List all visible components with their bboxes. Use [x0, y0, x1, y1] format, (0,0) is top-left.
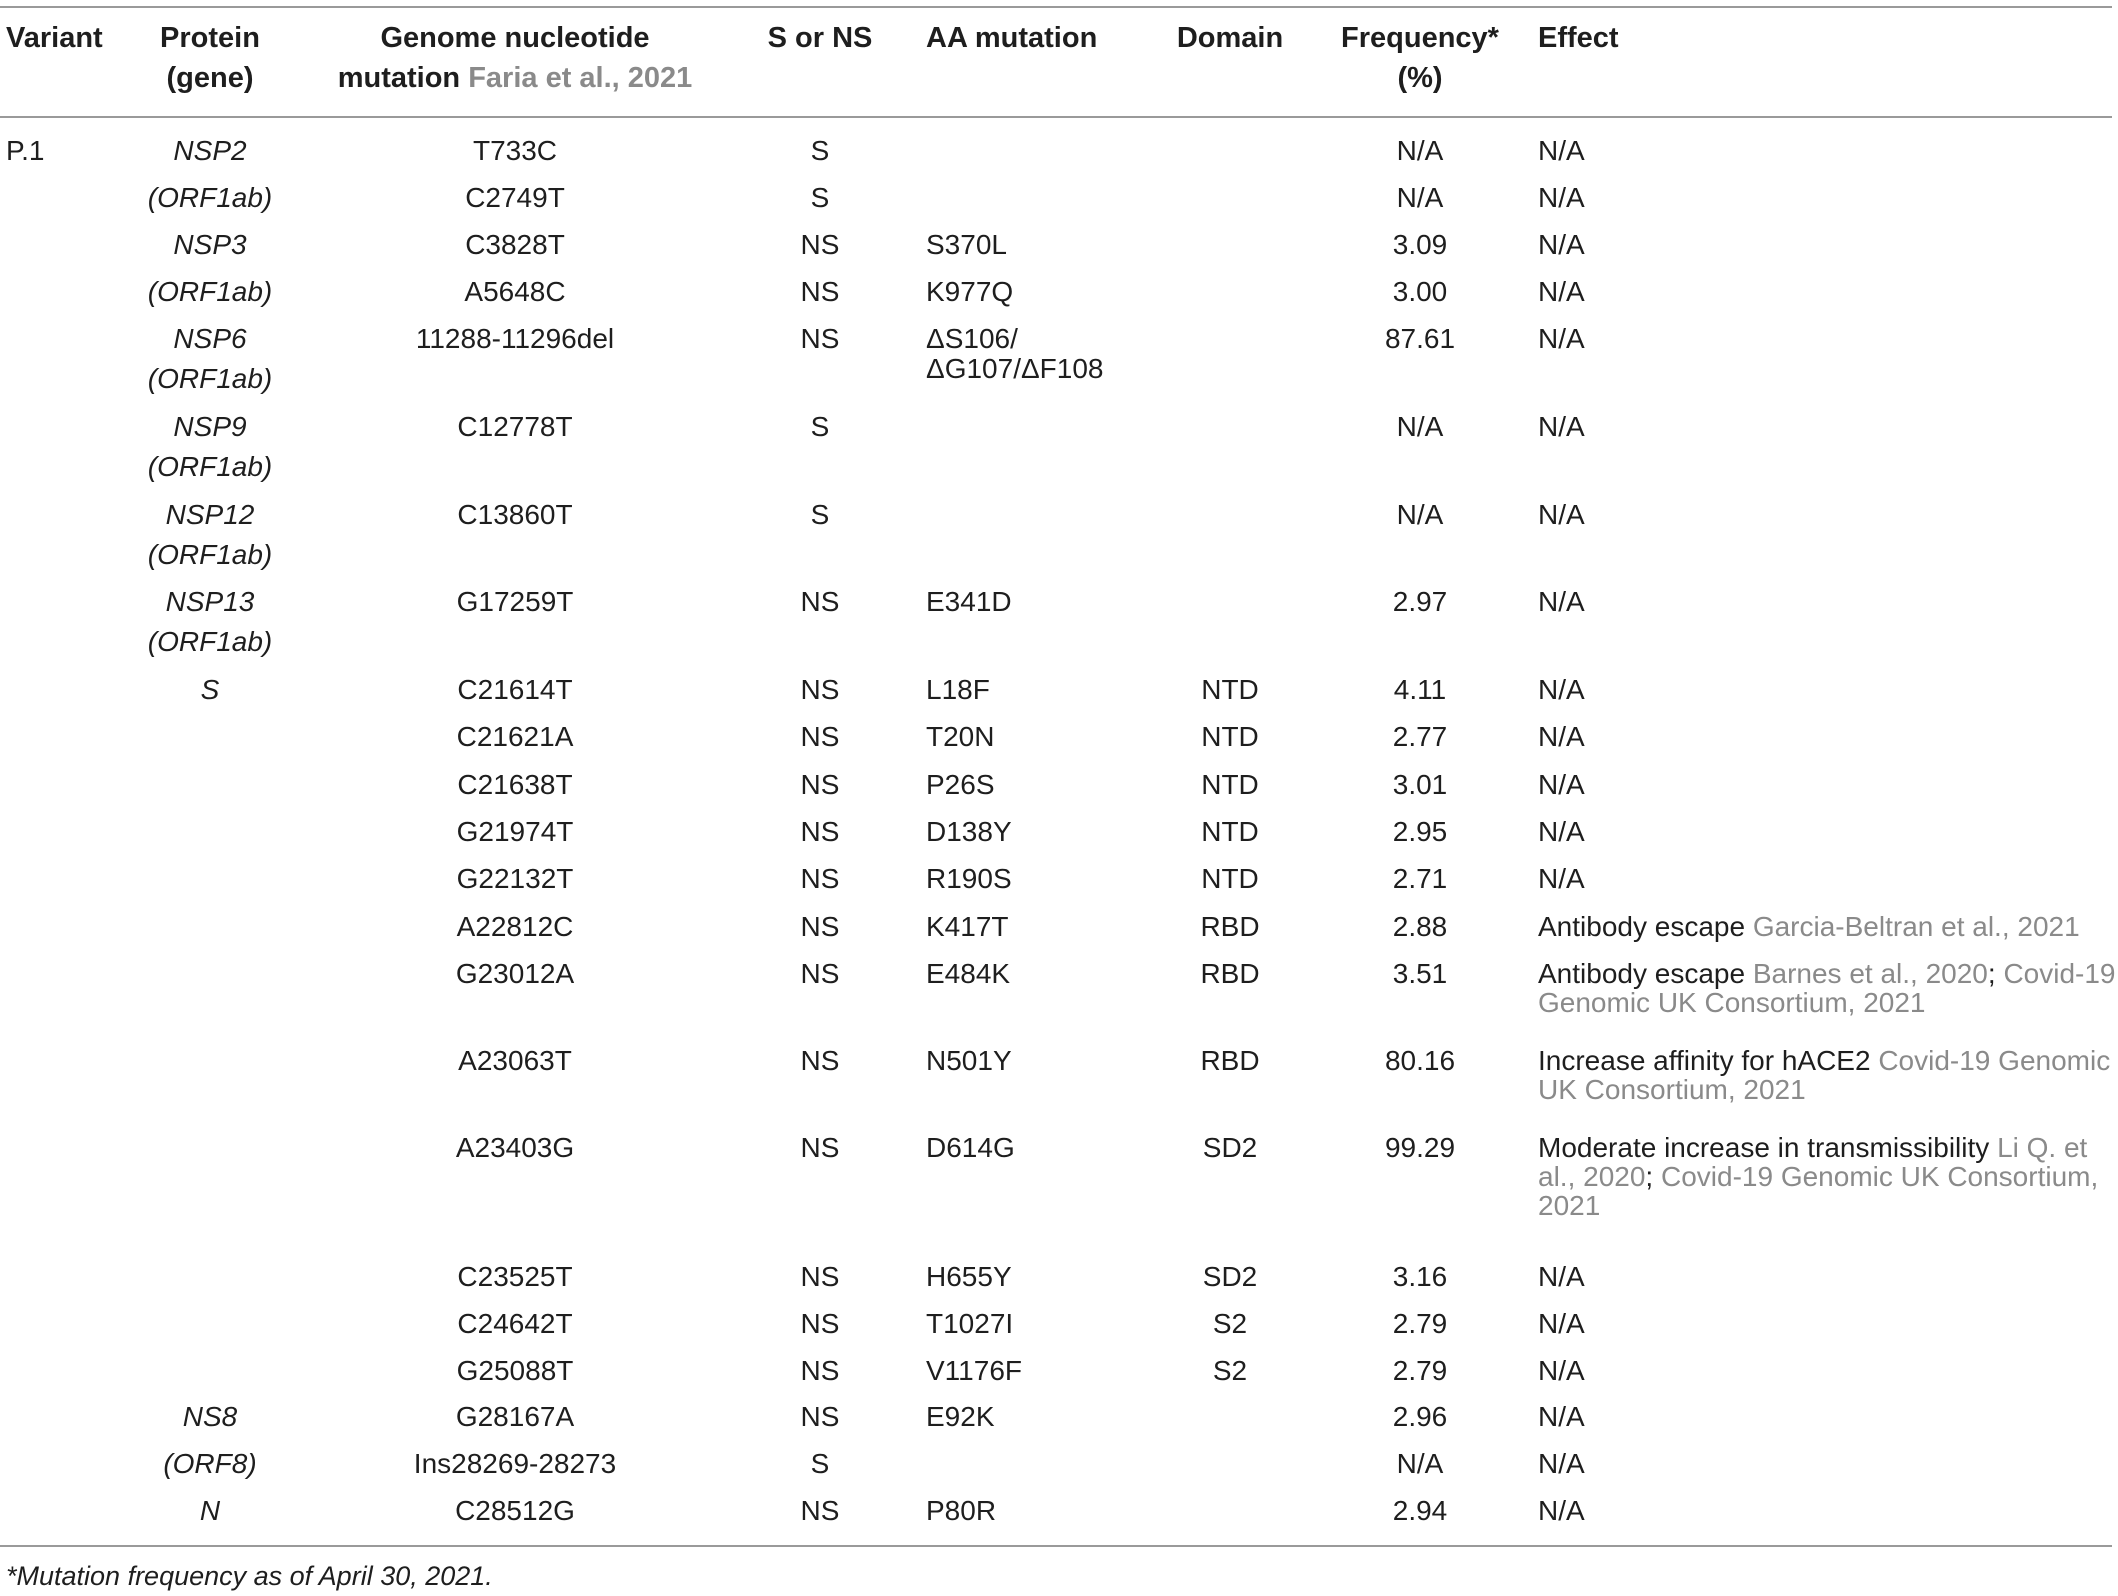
- frequency: 4.11: [1393, 674, 1447, 705]
- domain: NTD: [1201, 674, 1259, 705]
- frequency: 2.79: [1392, 1308, 1448, 1339]
- frequency: N/A: [1396, 182, 1444, 213]
- domain: S2: [1212, 1355, 1248, 1386]
- s-or-ns: S: [810, 182, 830, 213]
- s-or-ns: S: [810, 499, 830, 530]
- aa-mutation: D614G: [926, 1132, 1015, 1163]
- header-aa-mutation: AA mutation: [926, 22, 1098, 54]
- s-or-ns: NS: [800, 1132, 840, 1163]
- effect: N/A: [1538, 1261, 1585, 1292]
- citation-link[interactable]: Covid-19 Genomic UK Consortium, 2021: [1538, 1161, 2099, 1221]
- s-or-ns: NS: [800, 721, 840, 752]
- nucleotide-mutation: Ins28269-28273: [413, 1448, 617, 1479]
- effect: N/A: [1538, 816, 1585, 847]
- aa-mutation: P26S: [926, 769, 995, 800]
- domain: RBD: [1200, 958, 1260, 989]
- nucleotide-mutation: 11288-11296del: [415, 323, 615, 354]
- aa-mutation: R190S: [926, 863, 1012, 894]
- aa-mutation: K417T: [926, 911, 1009, 942]
- frequency: 3.09: [1392, 229, 1448, 260]
- gene-orf1ab: (ORF1ab): [147, 276, 273, 307]
- aa-mutation: V1176F: [926, 1355, 1022, 1386]
- aa-mutation: E341D: [926, 586, 1012, 617]
- nucleotide-mutation: T733C: [472, 135, 558, 166]
- domain: NTD: [1201, 863, 1259, 894]
- aa-mutation: D138Y: [926, 816, 1012, 847]
- effect: N/A: [1538, 674, 1585, 705]
- effect: N/A: [1538, 276, 1585, 307]
- citation-link[interactable]: Covid-19 Genomic UK Consortium, 2021: [1538, 958, 2116, 1018]
- nucleotide-mutation: C23525T: [457, 1261, 573, 1292]
- domain: SD2: [1202, 1132, 1258, 1163]
- effect: N/A: [1538, 721, 1585, 752]
- s-or-ns: NS: [800, 911, 840, 942]
- nucleotide-mutation: C13860T: [457, 499, 573, 530]
- aa-mutation: S370L: [926, 229, 1007, 260]
- frequency: 2.95: [1392, 816, 1448, 847]
- gene-orf8: (ORF8): [163, 1448, 257, 1479]
- frequency: 2.97: [1392, 586, 1448, 617]
- nucleotide-mutation: C21614T: [457, 674, 573, 705]
- frequency: 3.01: [1392, 769, 1448, 800]
- frequency: 87.61: [1384, 323, 1456, 354]
- s-or-ns: NS: [800, 769, 840, 800]
- nucleotide-mutation: C2749T: [465, 182, 565, 213]
- protein-n: N: [199, 1495, 221, 1526]
- domain: RBD: [1200, 911, 1260, 942]
- protein-nsp3: NSP3: [173, 229, 247, 260]
- domain: RBD: [1200, 1045, 1260, 1076]
- domain: NTD: [1201, 769, 1259, 800]
- frequency: N/A: [1396, 135, 1444, 166]
- gene-orf1ab: (ORF1ab): [147, 451, 273, 482]
- frequency: 2.94: [1392, 1495, 1448, 1526]
- frequency: 2.71: [1392, 863, 1448, 894]
- effect: N/A: [1538, 323, 1585, 354]
- header-s-or-ns: S or NS: [767, 22, 873, 54]
- frequency: N/A: [1396, 499, 1444, 530]
- effect: N/A: [1538, 229, 1585, 260]
- header-citation-link[interactable]: Faria et al., 2021: [468, 62, 693, 94]
- s-or-ns: NS: [800, 1495, 840, 1526]
- s-or-ns: NS: [800, 229, 840, 260]
- effect: N/A: [1538, 182, 1585, 213]
- nucleotide-mutation: A5648C: [464, 276, 566, 307]
- effect: N/A: [1538, 1308, 1585, 1339]
- aa-mutation: T20N: [926, 721, 995, 752]
- effect: N/A: [1538, 1401, 1585, 1432]
- frequency: 99.29: [1384, 1132, 1456, 1163]
- nucleotide-mutation: A23063T: [458, 1045, 572, 1076]
- nucleotide-mutation: A22812C: [456, 911, 574, 942]
- table-bottom-rule: [0, 1545, 2112, 1547]
- protein-ns8: NS8: [182, 1401, 238, 1432]
- header-nucleotide: Genome nucleotide mutation Faria et al., 2021: [337, 22, 693, 94]
- s-or-ns: S: [810, 411, 830, 442]
- header-frequency: Frequency* (%): [1341, 22, 1499, 94]
- citation-link[interactable]: Barnes et al., 2020: [1752, 958, 1988, 989]
- nucleotide-mutation: G23012A: [455, 958, 575, 989]
- aa-mutation: P80R: [926, 1495, 997, 1526]
- frequency: 3.51: [1392, 958, 1448, 989]
- aa-mutation-cont: ΔG107/ΔF108: [926, 353, 1104, 384]
- nucleotide-mutation: G22132T: [456, 863, 574, 894]
- nucleotide-mutation: C21621A: [456, 721, 574, 752]
- aa-mutation: K977Q: [926, 276, 1014, 307]
- aa-mutation: H655Y: [926, 1261, 1012, 1292]
- protein-nsp12: NSP12: [165, 499, 255, 530]
- nucleotide-mutation: A23403G: [455, 1132, 575, 1163]
- aa-mutation: T1027I: [926, 1308, 1014, 1339]
- effect: N/A: [1538, 586, 1585, 617]
- domain: NTD: [1201, 721, 1259, 752]
- nucleotide-mutation: C12778T: [457, 411, 573, 442]
- protein-s: S: [200, 674, 220, 705]
- frequency: 80.16: [1384, 1045, 1456, 1076]
- s-or-ns: NS: [800, 1261, 840, 1292]
- aa-mutation: N501Y: [926, 1045, 1012, 1076]
- citation-link[interactable]: Covid-19 Genomic UK Consortium, 2021: [1538, 1045, 2111, 1105]
- frequency: 2.79: [1392, 1355, 1448, 1386]
- effect: N/A: [1538, 411, 1585, 442]
- s-or-ns: NS: [800, 863, 840, 894]
- frequency: 2.88: [1392, 911, 1448, 942]
- s-or-ns: S: [810, 135, 830, 166]
- protein-nsp6: NSP6: [173, 323, 247, 354]
- s-or-ns: NS: [800, 1308, 840, 1339]
- nucleotide-mutation: G21974T: [456, 816, 574, 847]
- effect: Moderate increase in transmissibility Li Q. et al., 2020; Covid-19 Genomic UK Consortium, 2021: [1538, 1132, 2099, 1221]
- effect: Increase affinity for hACE2 Covid-19 Genomic UK Consortium, 2021: [1538, 1045, 2111, 1105]
- s-or-ns: NS: [800, 958, 840, 989]
- footnote: *Mutation frequency as of April 30, 2021.: [6, 1561, 493, 1591]
- s-or-ns: NS: [800, 1355, 840, 1386]
- nucleotide-mutation: G25088T: [456, 1355, 574, 1386]
- frequency: 3.16: [1392, 1261, 1448, 1292]
- header-protein: Protein (gene): [160, 22, 260, 94]
- gene-orf1ab: (ORF1ab): [147, 626, 273, 657]
- frequency: 2.77: [1392, 721, 1448, 752]
- s-or-ns: NS: [800, 674, 840, 705]
- aa-mutation: E92K: [926, 1401, 995, 1432]
- frequency: 3.00: [1392, 276, 1448, 307]
- nucleotide-mutation: C21638T: [457, 769, 573, 800]
- effect: N/A: [1538, 135, 1585, 166]
- s-or-ns: NS: [800, 1401, 840, 1432]
- domain: SD2: [1202, 1261, 1258, 1292]
- gene-orf1ab: (ORF1ab): [147, 363, 273, 394]
- header-domain: Domain: [1176, 22, 1284, 54]
- frequency: 2.96: [1392, 1401, 1448, 1432]
- header-variant: Variant: [6, 22, 103, 54]
- nucleotide-mutation: C24642T: [457, 1308, 573, 1339]
- variant-label: P.1: [6, 135, 45, 166]
- protein-nsp2: NSP2: [173, 135, 247, 166]
- nucleotide-mutation: C3828T: [465, 229, 565, 260]
- effect: N/A: [1538, 1448, 1585, 1479]
- frequency: N/A: [1396, 1448, 1444, 1479]
- nucleotide-mutation: C28512G: [455, 1495, 575, 1526]
- frequency: N/A: [1396, 411, 1444, 442]
- s-or-ns: NS: [800, 586, 840, 617]
- protein-nsp13: NSP13: [165, 586, 255, 617]
- gene-orf1ab: (ORF1ab): [147, 539, 273, 570]
- header-effect: Effect: [1538, 22, 1619, 54]
- s-or-ns: NS: [800, 276, 840, 307]
- effect: Antibody escape Garcia-Beltran et al., 2021: [1538, 911, 2080, 942]
- s-or-ns: NS: [800, 816, 840, 847]
- domain: S2: [1212, 1308, 1248, 1339]
- nucleotide-mutation: G28167A: [455, 1401, 575, 1432]
- effect: Antibody escape Barnes et al., 2020; Covid-19 Genomic UK Consortium, 2021: [1538, 958, 2116, 1018]
- s-or-ns: NS: [800, 323, 840, 354]
- citation-link[interactable]: Garcia-Beltran et al., 2021: [1752, 911, 2080, 942]
- s-or-ns: NS: [800, 1045, 840, 1076]
- protein-nsp9: NSP9: [173, 411, 247, 442]
- aa-mutation: L18F: [926, 674, 990, 705]
- effect: N/A: [1538, 1495, 1585, 1526]
- citation-link[interactable]: Li Q. et al., 2020: [1538, 1132, 2088, 1192]
- domain: NTD: [1201, 816, 1259, 847]
- effect: N/A: [1538, 769, 1585, 800]
- effect: N/A: [1538, 499, 1585, 530]
- table-top-rule: [0, 6, 2112, 8]
- effect: N/A: [1538, 863, 1585, 894]
- effect: N/A: [1538, 1355, 1585, 1386]
- gene-orf1ab: (ORF1ab): [147, 182, 273, 213]
- aa-mutation: ΔS106/: [926, 323, 1018, 354]
- aa-mutation: E484K: [926, 958, 1011, 989]
- header-rule: [0, 116, 2112, 118]
- nucleotide-mutation: G17259T: [456, 586, 574, 617]
- s-or-ns: S: [810, 1448, 830, 1479]
